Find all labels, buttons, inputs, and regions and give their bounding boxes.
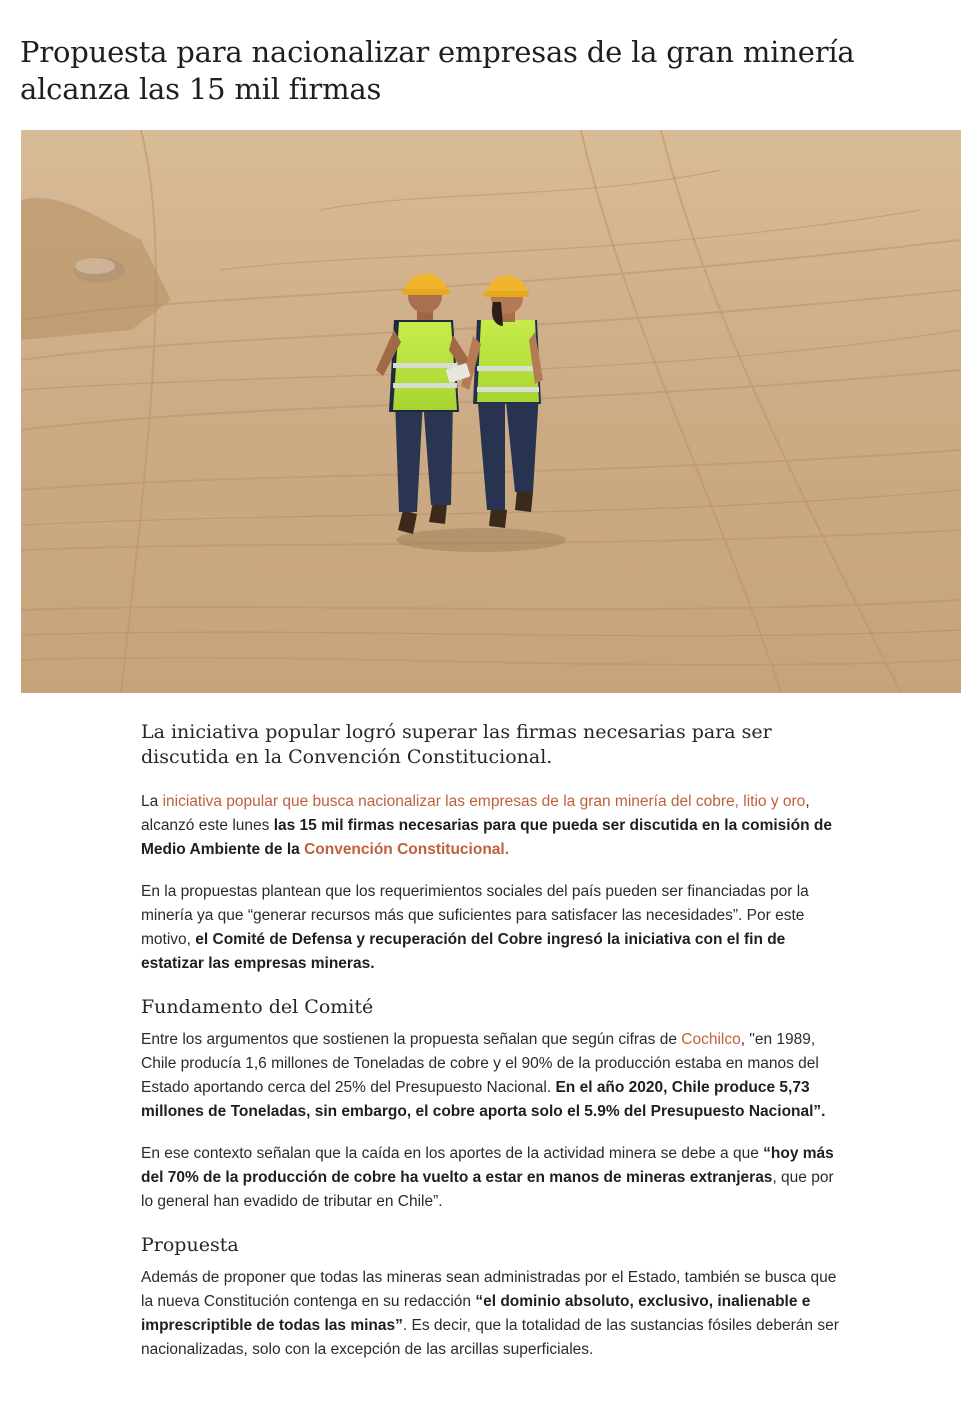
article-lede: La iniciativa popular logró superar las firmas necesarias para ser discutida en la Convención Constitucional.: [141, 721, 772, 768]
link-convencion-constitucional[interactable]: Convención Constitucional.: [304, 841, 510, 858]
paragraph-4: En ese contexto señalan que la caída en los aportes de la actividad minera se debe a que “hoy más del 70% de la producción de cobre ha vuelto a estar en manos de mineras extranjeras, que por lo general han evadido de tributar en Chile”.: [141, 1145, 834, 1210]
link-cochilco[interactable]: Cochilco: [681, 1031, 741, 1048]
section-heading-propuesta: Propuesta: [141, 1234, 239, 1256]
article-headline: Propuesta para nacionalizar empresas de la gran minería alcanza las 15 mil firmas: [20, 35, 855, 106]
paragraph-5: Además de proponer que todas las mineras sean administradas por el Estado, también se busca que la nueva Constitución contenga en su redacción “el dominio absoluto, exclusivo, inalienable e imprescriptible de todas las minas”. Es decir, que la totalidad de las sustancias fósiles deberán ser nacionalizadas, solo con la excepción de las arcillas superficiales.: [141, 1269, 839, 1358]
section-heading-fundamento: Fundamento del Comité: [141, 996, 374, 1018]
paragraph-2: En la propuestas plantean que los requerimientos sociales del país pueden ser financiadas por la minería ya que “generar recursos más que suficientes para satisfacer las necesidades”. Por este motivo, el Comité de Defensa y recuperación del Cobre ingresó la iniciativa con el fin de estatizar las empresas mineras.: [141, 883, 809, 972]
hero-image: [21, 130, 961, 693]
paragraph-1: La iniciativa popular que busca nacionalizar las empresas de la gran minería del cobre, litio y oro, alcanzó este lunes las 15 mil firmas necesarias para que pueda ser discutida en la comisión de Medio Ambiente de la Convención Constitucional.: [141, 793, 832, 858]
link-iniciativa-popular[interactable]: iniciativa popular que busca nacionalizar las empresas de la gran minería del cobre, litio y oro: [162, 793, 806, 810]
paragraph-3: Entre los argumentos que sostienen la propuesta señalan que según cifras de Cochilco, "en 1989, Chile producía 1,6 millones de Toneladas de cobre y el 90% de la producción estaba en manos del Estado aportando cerca del 25% del Presupuesto Nacional. En el año 2020, Chile produce 5,73 millones de Toneladas, sin embargo, el cobre aporta solo el 5.9% del Presupuesto Nacional”.: [141, 1031, 826, 1120]
article-body: [141, 720, 841, 1380]
